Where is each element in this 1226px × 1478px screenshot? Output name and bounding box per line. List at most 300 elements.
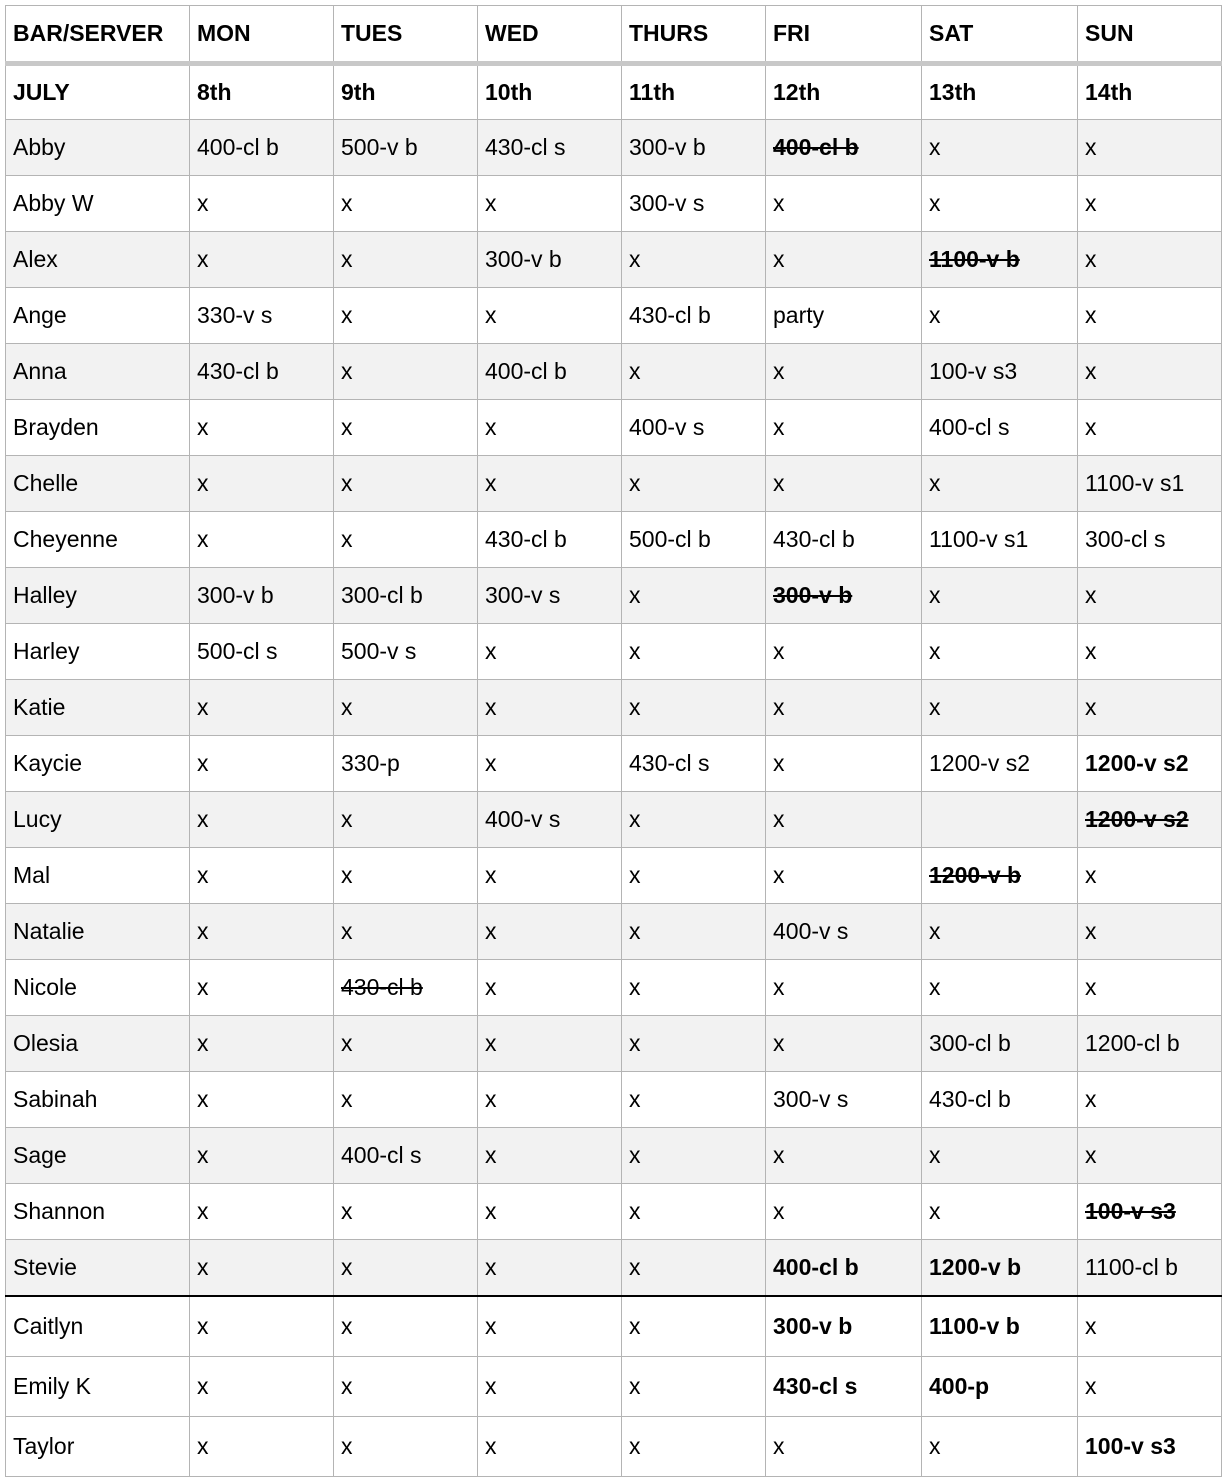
shift-value: x	[773, 749, 785, 776]
staff-name-cell[interactable]: Emily K	[6, 1357, 190, 1417]
shift-cell-sat[interactable]	[922, 1240, 1078, 1297]
shift-cell-fri[interactable]	[766, 904, 922, 960]
shift-value: x	[341, 357, 353, 384]
shift-value: x	[1085, 189, 1097, 216]
shift-cell-wed[interactable]	[478, 960, 622, 1016]
shift-value: x	[341, 413, 353, 440]
shift-cell-sat[interactable]	[922, 1184, 1078, 1240]
staff-name-cell[interactable]: Alex	[6, 232, 190, 288]
shift-cell-fri[interactable]	[766, 1417, 922, 1477]
shift-cell-wed[interactable]	[478, 736, 622, 792]
staff-name-cell[interactable]: Halley	[6, 568, 190, 624]
shift-cell-sun[interactable]	[1078, 960, 1222, 1016]
shift-cell-tues[interactable]	[334, 1357, 478, 1417]
shift-cell-fri[interactable]	[766, 456, 922, 512]
shift-cell-thurs[interactable]	[622, 344, 766, 400]
shift-cell-tues[interactable]	[334, 456, 478, 512]
shift-cell-sat[interactable]	[922, 232, 1078, 288]
shift-value: x	[341, 1197, 353, 1224]
shift-cell-mon[interactable]	[190, 568, 334, 624]
staff-row	[6, 1417, 1222, 1477]
shift-cell-fri[interactable]	[766, 232, 922, 288]
shift-cell-fri[interactable]	[766, 736, 922, 792]
shift-cell-fri[interactable]	[766, 1184, 922, 1240]
staff-name-cell[interactable]: Taylor	[6, 1417, 190, 1477]
shift-value: x	[197, 1312, 209, 1339]
shift-value: x	[341, 917, 353, 944]
staff-name-cell[interactable]: Abby	[6, 120, 190, 176]
shift-cell-sat[interactable]	[922, 1128, 1078, 1184]
shift-cell-mon[interactable]	[190, 680, 334, 736]
shift-cell-wed[interactable]	[478, 1417, 622, 1477]
shift-cell-sun[interactable]	[1078, 1184, 1222, 1240]
shift-cell-sun[interactable]	[1078, 232, 1222, 288]
shift-value: 500-v b	[341, 133, 418, 160]
shift-value: 1100-v s1	[1085, 469, 1185, 496]
shift-cell-thurs[interactable]	[622, 120, 766, 176]
staff-name-cell[interactable]: Sabinah	[6, 1072, 190, 1128]
shift-cell-tues[interactable]	[334, 176, 478, 232]
shift-cell-sat[interactable]	[922, 1016, 1078, 1072]
shift-cell-sat[interactable]	[922, 288, 1078, 344]
date-cell-wed[interactable]: 10th	[478, 64, 622, 120]
shift-cell-sun[interactable]	[1078, 120, 1222, 176]
date-cell-mon[interactable]: 8th	[190, 64, 334, 120]
shift-value: x	[485, 1029, 497, 1056]
shift-cell-fri[interactable]	[766, 1128, 922, 1184]
shift-value: x	[485, 1372, 497, 1399]
shift-cell-mon[interactable]	[190, 344, 334, 400]
shift-cell-wed[interactable]	[478, 1072, 622, 1128]
shift-cell-sat[interactable]	[922, 176, 1078, 232]
shift-value: 430-cl s	[629, 749, 710, 776]
staff-name-cell[interactable]: Mal	[6, 848, 190, 904]
shift-cell-thurs[interactable]	[622, 1072, 766, 1128]
shift-cell-sat[interactable]	[922, 400, 1078, 456]
staff-name-cell[interactable]: Chelle	[6, 456, 190, 512]
day-header-wed[interactable]: WED	[478, 6, 622, 64]
shift-value: 1200-cl b	[1085, 1029, 1180, 1056]
shift-cell-sun[interactable]	[1078, 1417, 1222, 1477]
date-cell-sun[interactable]: 14th	[1078, 64, 1222, 120]
staff-name-cell[interactable]: Nicole	[6, 960, 190, 1016]
shift-cell-tues[interactable]	[334, 288, 478, 344]
corner-cell[interactable]: BAR/SERVER	[6, 6, 190, 64]
shift-cell-fri[interactable]	[766, 1240, 922, 1297]
shift-cell-fri[interactable]	[766, 1357, 922, 1417]
shift-value: x	[197, 861, 209, 888]
shift-cell-sat[interactable]	[922, 1357, 1078, 1417]
shift-cell-fri[interactable]	[766, 960, 922, 1016]
shift-cell-sat[interactable]	[922, 568, 1078, 624]
shift-cell-thurs[interactable]	[622, 680, 766, 736]
shift-cell-sat[interactable]	[922, 344, 1078, 400]
shift-cell-wed[interactable]	[478, 1296, 622, 1357]
day-header-tues[interactable]: TUES	[334, 6, 478, 64]
shift-cell-wed[interactable]	[478, 904, 622, 960]
shift-cell-fri[interactable]	[766, 344, 922, 400]
shift-value: x	[1085, 1141, 1097, 1168]
staff-row	[6, 120, 1222, 176]
shift-cell-sat[interactable]	[922, 512, 1078, 568]
shift-cell-tues[interactable]	[334, 512, 478, 568]
shift-value: x	[1085, 973, 1097, 1000]
staff-name-cell[interactable]: Ange	[6, 288, 190, 344]
shift-cell-thurs[interactable]	[622, 624, 766, 680]
shift-value: x	[629, 1372, 641, 1399]
shift-cell-sun[interactable]	[1078, 1357, 1222, 1417]
shift-value: x	[929, 581, 941, 608]
shift-cell-sun[interactable]	[1078, 288, 1222, 344]
staff-name-cell[interactable]: Abby W	[6, 176, 190, 232]
shift-value: 400-v s	[629, 413, 705, 440]
shift-cell-thurs[interactable]	[622, 512, 766, 568]
shift-value: x	[341, 805, 353, 832]
shift-value: 500-cl s	[197, 637, 278, 664]
shift-cell-wed[interactable]	[478, 1357, 622, 1417]
shift-cell-tues[interactable]	[334, 568, 478, 624]
staff-name-cell[interactable]: Olesia	[6, 1016, 190, 1072]
staff-name-cell[interactable]: Sage	[6, 1128, 190, 1184]
shift-cell-sat[interactable]	[922, 456, 1078, 512]
shift-cell-thurs[interactable]	[622, 792, 766, 848]
shift-value: x	[197, 1197, 209, 1224]
staff-name-cell[interactable]: Brayden	[6, 400, 190, 456]
staff-name-cell[interactable]: Kaycie	[6, 736, 190, 792]
staff-name-cell[interactable]: Katie	[6, 680, 190, 736]
shift-cell-tues[interactable]	[334, 344, 478, 400]
shift-cell-sun[interactable]	[1078, 624, 1222, 680]
date-cell-thurs[interactable]: 11th	[622, 64, 766, 120]
shift-cell-fri[interactable]	[766, 512, 922, 568]
day-header-sun[interactable]: SUN	[1078, 6, 1222, 64]
shift-cell-sun[interactable]	[1078, 848, 1222, 904]
shift-cell-fri[interactable]	[766, 400, 922, 456]
shift-cell-mon[interactable]	[190, 960, 334, 1016]
shift-value: 400-v s	[773, 917, 849, 944]
shift-cell-fri[interactable]	[766, 848, 922, 904]
shift-value: x	[341, 301, 353, 328]
shift-cell-wed[interactable]	[478, 120, 622, 176]
shift-cell-thurs[interactable]	[622, 288, 766, 344]
staff-row	[6, 288, 1222, 344]
shift-value: 430-cl b	[629, 301, 711, 328]
staff-name-cell[interactable]: Stevie	[6, 1240, 190, 1297]
staff-row	[6, 904, 1222, 960]
shift-value: x	[773, 693, 785, 720]
shift-cell-tues[interactable]	[334, 1016, 478, 1072]
shift-value: 100-v s3	[929, 357, 1018, 384]
shift-cell-tues[interactable]	[334, 1128, 478, 1184]
shift-value: x	[197, 749, 209, 776]
shift-cell-sat[interactable]	[922, 680, 1078, 736]
shift-cell-tues[interactable]	[334, 1072, 478, 1128]
shift-cell-sun[interactable]	[1078, 512, 1222, 568]
shift-value: x	[1085, 637, 1097, 664]
header-row	[6, 6, 1222, 64]
shift-cell-fri[interactable]	[766, 1296, 922, 1357]
shift-cell-tues[interactable]	[334, 960, 478, 1016]
shift-value: x	[485, 1141, 497, 1168]
shift-cell-fri[interactable]	[766, 680, 922, 736]
shift-value: x	[197, 525, 209, 552]
shift-cell-sat[interactable]	[922, 624, 1078, 680]
shift-cell-thurs[interactable]	[622, 176, 766, 232]
shift-cell-wed[interactable]	[478, 1240, 622, 1297]
shift-cell-thurs[interactable]	[622, 1240, 766, 1297]
shift-cell-tues[interactable]	[334, 1417, 478, 1477]
month-cell[interactable]: JULY	[6, 64, 190, 120]
shift-cell-sat[interactable]	[922, 848, 1078, 904]
shift-value: 1200-v b	[929, 1253, 1022, 1280]
shift-cell-sat[interactable]	[922, 1296, 1078, 1357]
shift-cell-fri[interactable]	[766, 120, 922, 176]
shift-cell-mon[interactable]	[190, 1357, 334, 1417]
shift-cell-mon[interactable]	[190, 1016, 334, 1072]
shift-cell-thurs[interactable]	[622, 848, 766, 904]
shift-value: x	[485, 189, 497, 216]
shift-cell-mon[interactable]	[190, 400, 334, 456]
shift-value: 400-cl s	[341, 1141, 422, 1168]
shift-cell-wed[interactable]	[478, 456, 622, 512]
shift-cell-mon[interactable]	[190, 1417, 334, 1477]
shift-value: x	[341, 1085, 353, 1112]
shift-cell-tues[interactable]	[334, 120, 478, 176]
shift-value: x	[773, 413, 785, 440]
shift-cell-wed[interactable]	[478, 288, 622, 344]
shift-cell-wed[interactable]	[478, 1128, 622, 1184]
shift-cell-thurs[interactable]	[622, 736, 766, 792]
shift-value: x	[773, 469, 785, 496]
shift-cell-wed[interactable]	[478, 624, 622, 680]
shift-cell-mon[interactable]	[190, 1184, 334, 1240]
shift-value: x	[341, 1312, 353, 1339]
shift-cell-sun[interactable]	[1078, 1296, 1222, 1357]
shift-cell-fri[interactable]	[766, 288, 922, 344]
shift-cell-tues[interactable]	[334, 736, 478, 792]
shift-value: x	[629, 1029, 641, 1056]
shift-cell-tues[interactable]	[334, 624, 478, 680]
shift-cell-mon[interactable]	[190, 232, 334, 288]
shift-value: 300-v b	[485, 245, 562, 272]
shift-value: 400-p	[929, 1372, 990, 1399]
shift-cell-tues[interactable]	[334, 1296, 478, 1357]
shift-value: x	[1085, 581, 1097, 608]
shift-cell-sun[interactable]	[1078, 792, 1222, 848]
day-header-mon[interactable]: MON	[190, 6, 334, 64]
shift-cell-mon[interactable]	[190, 1072, 334, 1128]
shift-cell-sat[interactable]	[922, 792, 1078, 848]
shift-cell-mon[interactable]	[190, 848, 334, 904]
shift-cell-tues[interactable]	[334, 1184, 478, 1240]
shift-value: 330-p	[341, 749, 400, 776]
shift-cell-mon[interactable]	[190, 456, 334, 512]
shift-value: 1200-v s2	[1085, 805, 1189, 832]
shift-cell-thurs[interactable]	[622, 456, 766, 512]
shift-cell-thurs[interactable]	[622, 904, 766, 960]
shift-cell-wed[interactable]	[478, 680, 622, 736]
shift-cell-wed[interactable]	[478, 1016, 622, 1072]
shift-cell-mon[interactable]	[190, 1240, 334, 1297]
shift-cell-fri[interactable]	[766, 792, 922, 848]
shift-cell-wed[interactable]	[478, 1184, 622, 1240]
shift-cell-thurs[interactable]	[622, 232, 766, 288]
staff-name-cell[interactable]: Harley	[6, 624, 190, 680]
shift-cell-mon[interactable]	[190, 120, 334, 176]
shift-cell-thurs[interactable]	[622, 1184, 766, 1240]
shift-value: 300-v b	[773, 581, 853, 608]
shift-cell-sun[interactable]	[1078, 344, 1222, 400]
shift-cell-sat[interactable]	[922, 960, 1078, 1016]
shift-cell-mon[interactable]	[190, 1296, 334, 1357]
shift-value: x	[341, 1253, 353, 1280]
shift-cell-wed[interactable]	[478, 792, 622, 848]
shift-cell-thurs[interactable]	[622, 568, 766, 624]
staff-row	[6, 344, 1222, 400]
shift-value: x	[1085, 133, 1097, 160]
shift-value: party	[773, 301, 825, 328]
shift-value: x	[629, 581, 641, 608]
shift-cell-tues[interactable]	[334, 792, 478, 848]
shift-cell-mon[interactable]	[190, 1128, 334, 1184]
shift-cell-tues[interactable]	[334, 1240, 478, 1297]
shift-cell-wed[interactable]	[478, 400, 622, 456]
staff-row	[6, 232, 1222, 288]
shift-value: x	[485, 301, 497, 328]
shift-cell-mon[interactable]	[190, 176, 334, 232]
shift-cell-thurs[interactable]	[622, 1357, 766, 1417]
shift-cell-mon[interactable]	[190, 288, 334, 344]
shift-cell-wed[interactable]	[478, 512, 622, 568]
shift-cell-sat[interactable]	[922, 1417, 1078, 1477]
staff-name-cell[interactable]: Caitlyn	[6, 1296, 190, 1357]
shift-cell-mon[interactable]	[190, 512, 334, 568]
shift-cell-sun[interactable]	[1078, 1128, 1222, 1184]
shift-value: x	[929, 1141, 941, 1168]
shift-cell-sun[interactable]	[1078, 680, 1222, 736]
shift-value: x	[1085, 1372, 1097, 1399]
shift-value: 430-cl b	[929, 1085, 1011, 1112]
shift-cell-tues[interactable]	[334, 400, 478, 456]
shift-value: 300-v b	[197, 581, 274, 608]
shift-cell-thurs[interactable]	[622, 1128, 766, 1184]
day-header-thurs[interactable]: THURS	[622, 6, 766, 64]
shift-cell-sun[interactable]	[1078, 568, 1222, 624]
shift-value: x	[197, 1253, 209, 1280]
shift-value: x	[929, 133, 941, 160]
shift-value: x	[1085, 1312, 1097, 1339]
shift-value: x	[485, 693, 497, 720]
shift-value: x	[197, 917, 209, 944]
shift-cell-mon[interactable]	[190, 904, 334, 960]
shift-cell-thurs[interactable]	[622, 400, 766, 456]
staff-name-cell[interactable]: Cheyenne	[6, 512, 190, 568]
shift-value: x	[773, 973, 785, 1000]
date-row	[6, 64, 1222, 120]
shift-value: x	[773, 189, 785, 216]
shift-cell-sun[interactable]	[1078, 176, 1222, 232]
shift-value: x	[629, 637, 641, 664]
shift-cell-mon[interactable]	[190, 736, 334, 792]
shift-value: x	[929, 1432, 941, 1459]
date-cell-sat[interactable]: 13th	[922, 64, 1078, 120]
staff-row	[6, 792, 1222, 848]
shift-cell-tues[interactable]	[334, 232, 478, 288]
staff-name-cell[interactable]: Natalie	[6, 904, 190, 960]
shift-value: 300-cl b	[929, 1029, 1011, 1056]
shift-cell-sat[interactable]	[922, 1072, 1078, 1128]
shift-value: x	[629, 693, 641, 720]
shift-value: 1100-v s1	[929, 525, 1029, 552]
shift-cell-wed[interactable]	[478, 176, 622, 232]
shift-cell-tues[interactable]	[334, 680, 478, 736]
staff-name-cell[interactable]: Anna	[6, 344, 190, 400]
staff-row	[6, 1016, 1222, 1072]
shift-cell-fri[interactable]	[766, 624, 922, 680]
shift-cell-thurs[interactable]	[622, 1417, 766, 1477]
shift-cell-tues[interactable]	[334, 904, 478, 960]
shift-cell-wed[interactable]	[478, 344, 622, 400]
shift-value: x	[341, 525, 353, 552]
shift-cell-wed[interactable]	[478, 848, 622, 904]
shift-value: x	[341, 189, 353, 216]
shift-cell-thurs[interactable]	[622, 1296, 766, 1357]
shift-cell-fri[interactable]	[766, 1016, 922, 1072]
shift-value: 1200-v s2	[929, 749, 1031, 776]
shift-cell-wed[interactable]	[478, 232, 622, 288]
staff-name-cell[interactable]: Lucy	[6, 792, 190, 848]
shift-cell-thurs[interactable]	[622, 960, 766, 1016]
shift-cell-sun[interactable]	[1078, 1072, 1222, 1128]
shift-cell-sun[interactable]	[1078, 456, 1222, 512]
shift-cell-sat[interactable]	[922, 904, 1078, 960]
shift-value: 400-cl b	[197, 133, 279, 160]
shift-value: 1100-cl b	[1085, 1253, 1178, 1280]
shift-cell-wed[interactable]	[478, 568, 622, 624]
shift-value: 430-cl s	[485, 133, 566, 160]
staff-row	[6, 1128, 1222, 1184]
shift-value: 300-v s	[629, 189, 705, 216]
shift-value: x	[197, 805, 209, 832]
shift-cell-sun[interactable]	[1078, 736, 1222, 792]
shift-cell-mon[interactable]	[190, 792, 334, 848]
shift-cell-sun[interactable]	[1078, 904, 1222, 960]
shift-value: x	[341, 245, 353, 272]
shift-value: x	[485, 1253, 497, 1280]
shift-cell-tues[interactable]	[334, 848, 478, 904]
day-header-fri[interactable]: FRI	[766, 6, 922, 64]
shift-cell-sun[interactable]	[1078, 1240, 1222, 1297]
shift-value: x	[341, 1432, 353, 1459]
shift-cell-sun[interactable]	[1078, 1016, 1222, 1072]
date-cell-tues[interactable]: 9th	[334, 64, 478, 120]
shift-cell-fri[interactable]	[766, 176, 922, 232]
shift-cell-thurs[interactable]	[622, 1016, 766, 1072]
shift-value: x	[929, 189, 941, 216]
shift-value: 300-cl b	[341, 581, 423, 608]
staff-name-cell[interactable]: Shannon	[6, 1184, 190, 1240]
date-cell-fri[interactable]: 12th	[766, 64, 922, 120]
shift-value: x	[629, 1432, 641, 1459]
shift-cell-sat[interactable]	[922, 120, 1078, 176]
shift-cell-fri[interactable]	[766, 568, 922, 624]
day-header-sat[interactable]: SAT	[922, 6, 1078, 64]
shift-cell-sat[interactable]	[922, 736, 1078, 792]
shift-cell-fri[interactable]	[766, 1072, 922, 1128]
shift-cell-mon[interactable]	[190, 624, 334, 680]
shift-cell-sun[interactable]	[1078, 400, 1222, 456]
shift-value: x	[629, 1085, 641, 1112]
